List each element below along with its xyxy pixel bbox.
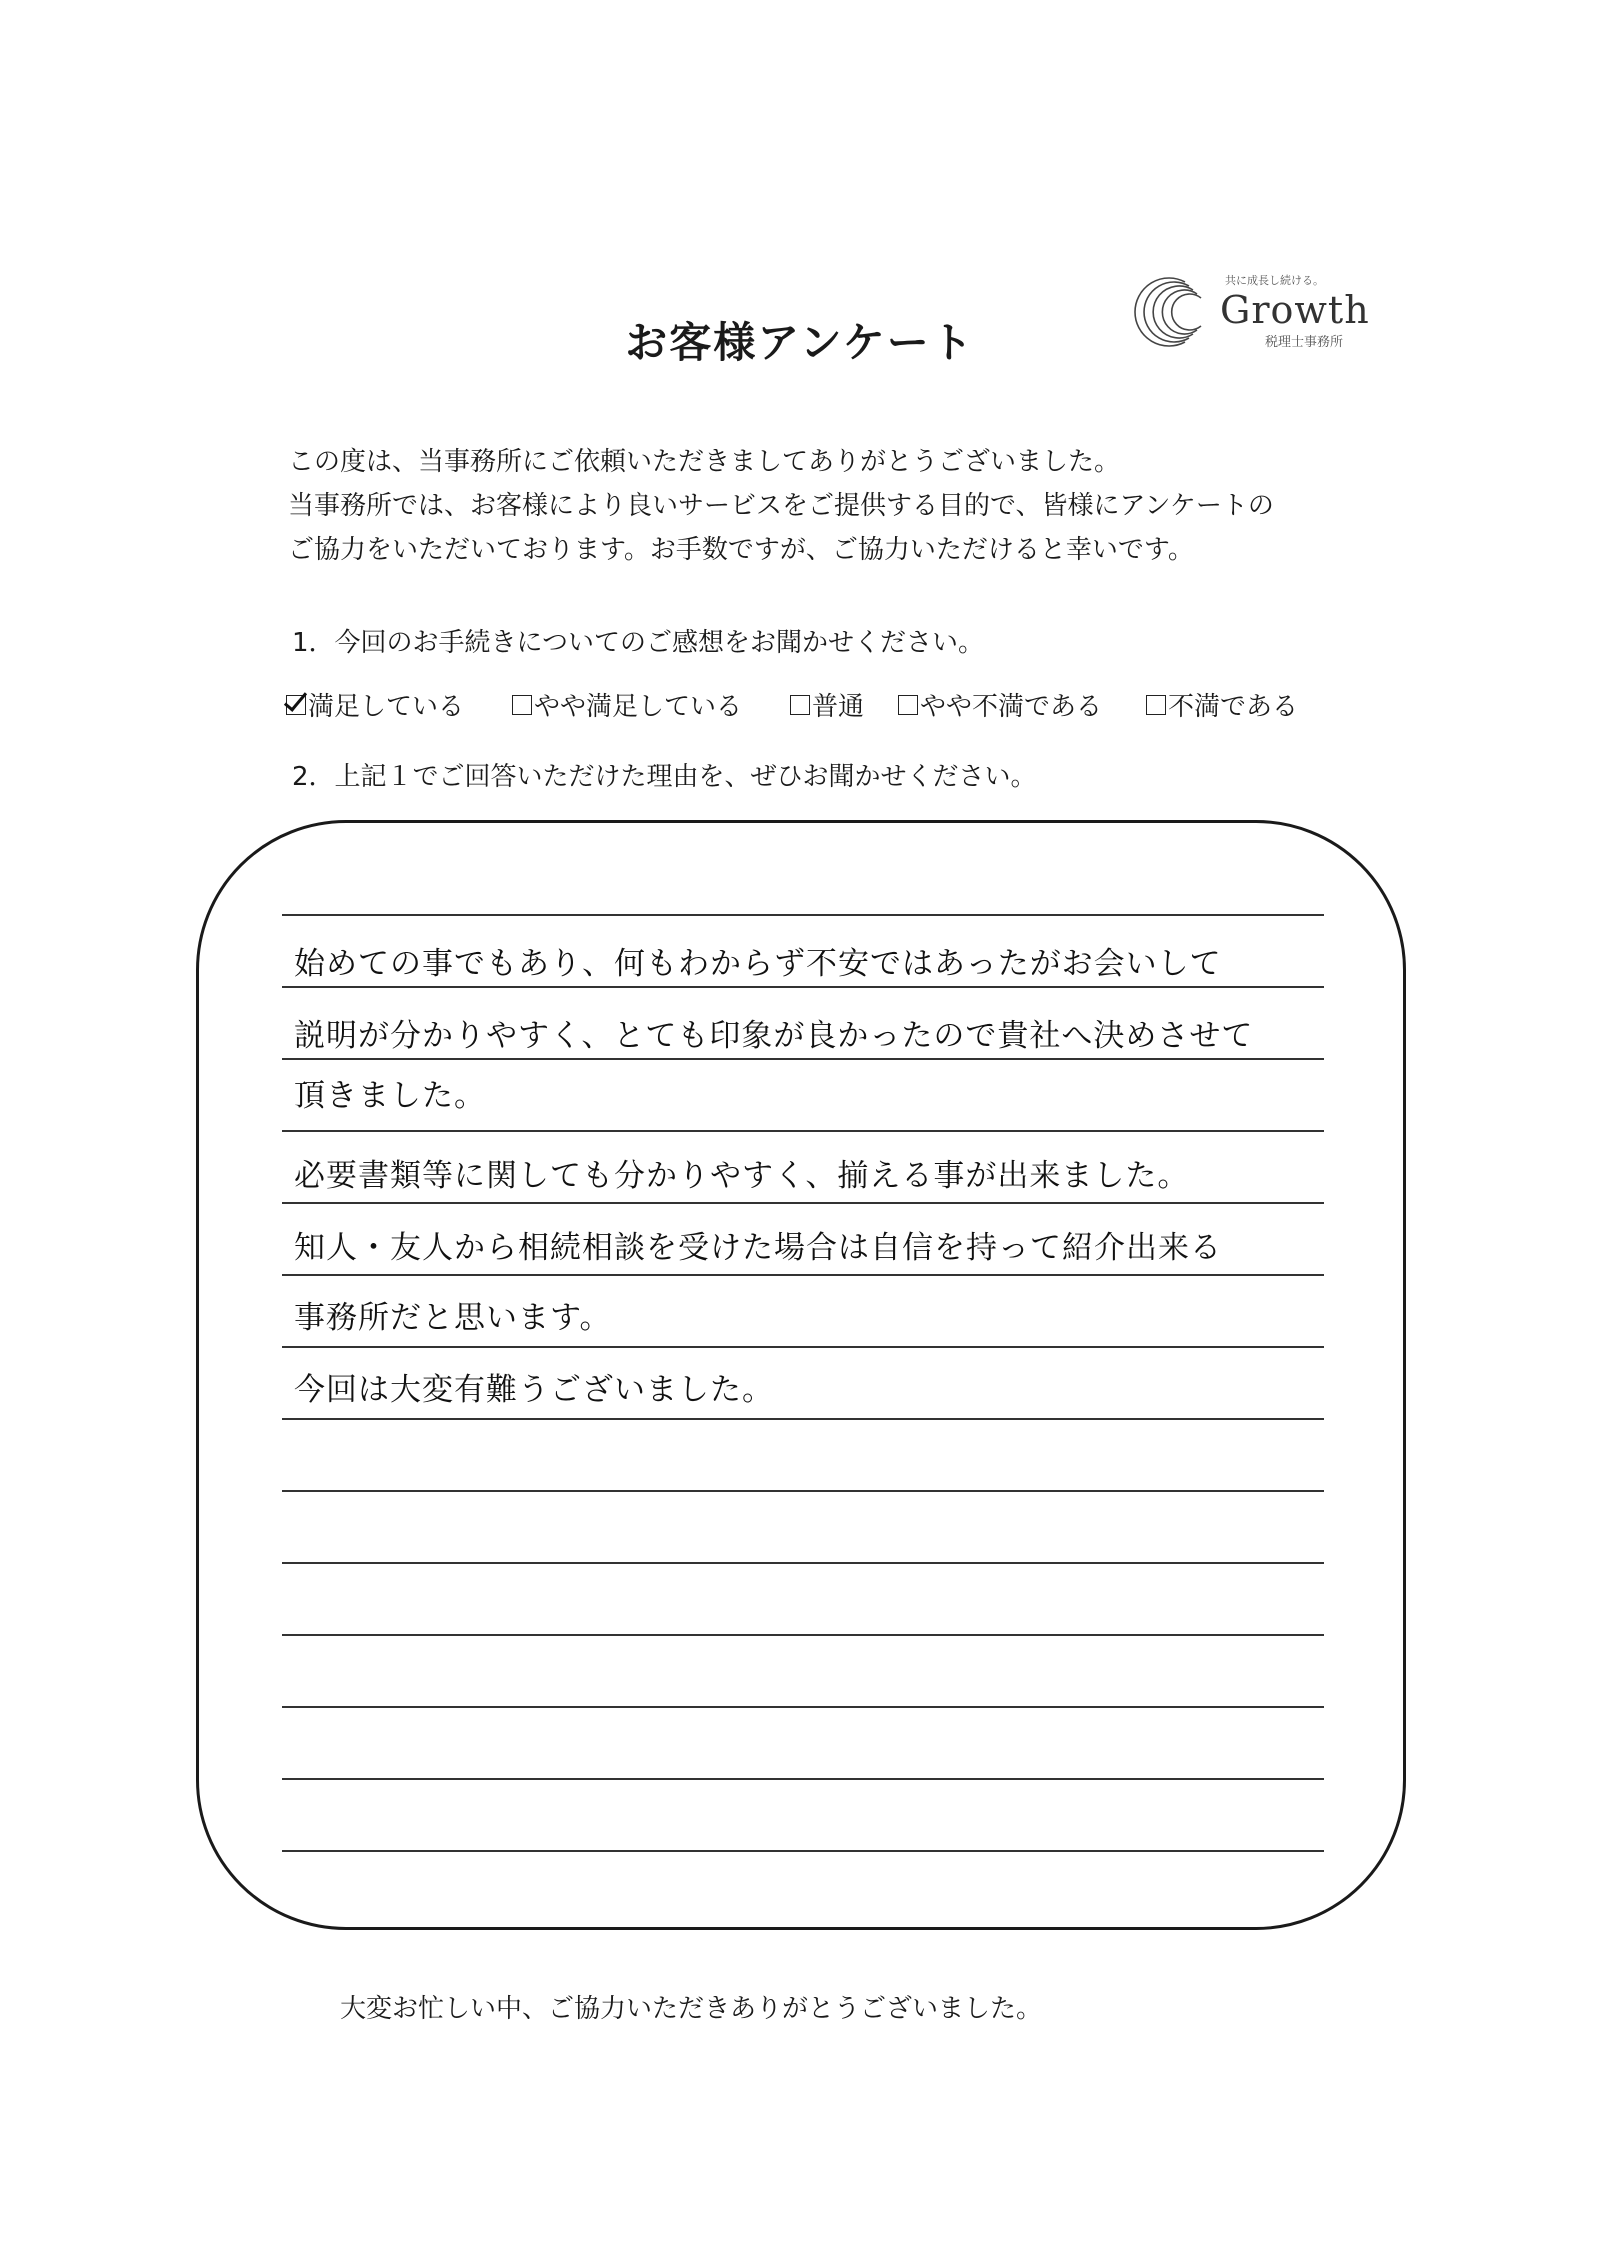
ruled-line <box>282 986 1324 988</box>
option-label: やや満足している <box>534 692 743 722</box>
ruled-line <box>282 1490 1324 1492</box>
ruled-line <box>282 1418 1324 1420</box>
option-label: 満足している <box>308 692 465 722</box>
ruled-line <box>282 914 1324 916</box>
question-2: 2．上記１でご回答いただけた理由を、ぜひお聞かせください。 <box>292 762 1037 792</box>
answer-text: 知人・友人から相続相談を受けた場合は自信を持って紹介出来る <box>294 1230 1222 1266</box>
ruled-line <box>282 1850 1324 1852</box>
question-1: 1．今回のお手続きについてのご感想をお聞かせください。 <box>292 628 985 658</box>
answer-text: 始めての事でもあり、何もわからず不安ではあったがお会いして <box>294 946 1222 982</box>
ruled-line <box>282 1058 1324 1060</box>
answer-text: 説明が分かりやすく、とても印象が良かったので貴社へ決めさせて <box>294 1018 1254 1054</box>
ruled-line <box>282 1778 1324 1780</box>
ruled-line <box>282 1274 1324 1276</box>
checkbox[interactable] <box>898 695 918 715</box>
ruled-line <box>282 1130 1324 1132</box>
answer-text: 今回は大変有難うございました。 <box>294 1372 774 1408</box>
intro-line: ご協力をいただいております。お手数ですが、ご協力いただけると幸いです。 <box>288 535 1194 565</box>
logo-office: 税理士事務所 <box>1265 335 1344 350</box>
logo-brand: Growth <box>1220 288 1370 332</box>
answer-text: 必要書類等に関しても分かりやすく、揃える事が出来ました。 <box>294 1158 1190 1194</box>
intro-line: 当事務所では、お客様により良いサービスをご提供する目的で、皆様にアンケートの <box>288 491 1274 521</box>
option-satisfied[interactable] <box>286 686 464 723</box>
checkbox[interactable] <box>790 695 810 715</box>
checkbox[interactable] <box>512 695 532 715</box>
ruled-line <box>282 1634 1324 1636</box>
answer-text: 事務所だと思います。 <box>294 1300 612 1336</box>
option-label: 不満である <box>1168 692 1299 722</box>
page-title: お客様アンケート <box>625 318 975 367</box>
intro-text <box>288 440 1274 572</box>
logo-tagline: 共に成長し続ける。 <box>1225 274 1324 287</box>
ruled-line <box>282 1706 1324 1708</box>
option-neutral[interactable] <box>790 686 864 723</box>
intro-line: この度は、当事務所にご依頼いただきましてありがとうございました。 <box>288 447 1121 477</box>
option-somewhat-dissatisfied[interactable] <box>898 686 1102 723</box>
option-label: やや不満である <box>920 692 1103 722</box>
option-label: 普通 <box>812 692 865 722</box>
ruled-line <box>282 1202 1324 1204</box>
company-logo <box>1125 268 1385 358</box>
logo-swirl-icon <box>1125 272 1225 352</box>
closing-message: 大変お忙しい中、ご協力いただきありがとうございました。 <box>340 1994 1043 2024</box>
option-somewhat-satisfied[interactable] <box>512 686 742 723</box>
checkbox-checked[interactable] <box>286 695 306 715</box>
checkbox[interactable] <box>1146 695 1166 715</box>
answer-text: 頂きました。 <box>294 1078 486 1114</box>
option-dissatisfied[interactable] <box>1146 686 1298 723</box>
ruled-line <box>282 1562 1324 1564</box>
ruled-line <box>282 1346 1324 1348</box>
